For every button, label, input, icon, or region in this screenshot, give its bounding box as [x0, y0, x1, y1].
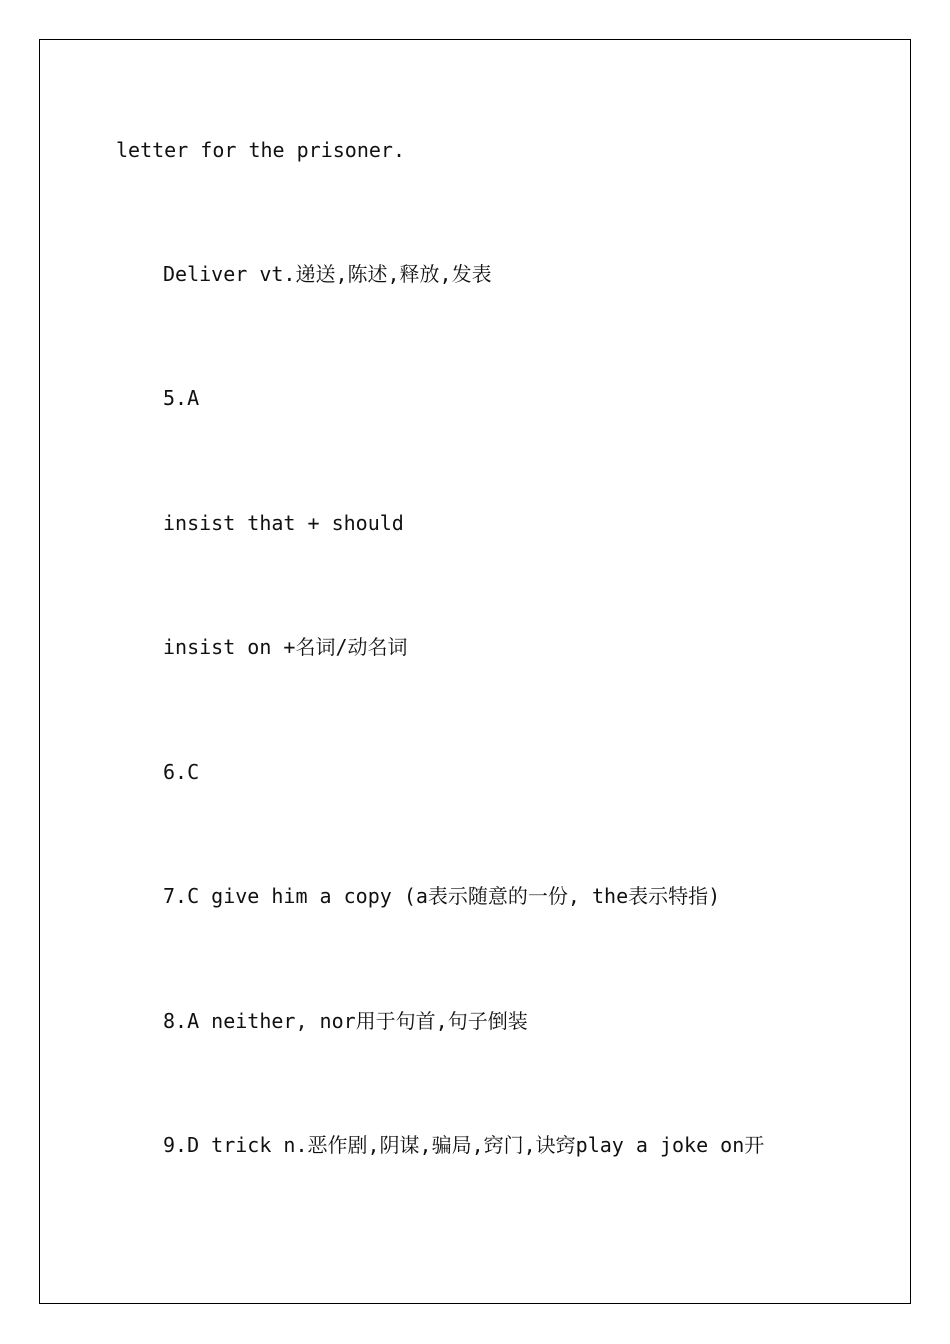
- text-line-answer-6: 6.C: [163, 760, 200, 784]
- text-line-answer-8: 8.A neither, nor用于句首,句子倒装: [163, 1009, 528, 1033]
- text-line-insist-on: insist on +名词/动名词: [163, 635, 408, 659]
- text-line-insist-that: insist that + should: [163, 511, 404, 535]
- text-line-continuation: letter for the prisoner.: [116, 138, 405, 162]
- text-line-answer-9: 9.D trick n.恶作剧,阴谋,骗局,窍门,诀窍play a joke on开: [163, 1133, 765, 1157]
- text-line-answer-5: 5.A: [163, 386, 200, 410]
- text-line-deliver-definition: Deliver vt.递送,陈述,释放,发表: [163, 262, 492, 286]
- page-border: [39, 39, 911, 1304]
- text-line-answer-7: 7.C give him a copy (a表示随意的一份, the表示特指): [163, 884, 721, 908]
